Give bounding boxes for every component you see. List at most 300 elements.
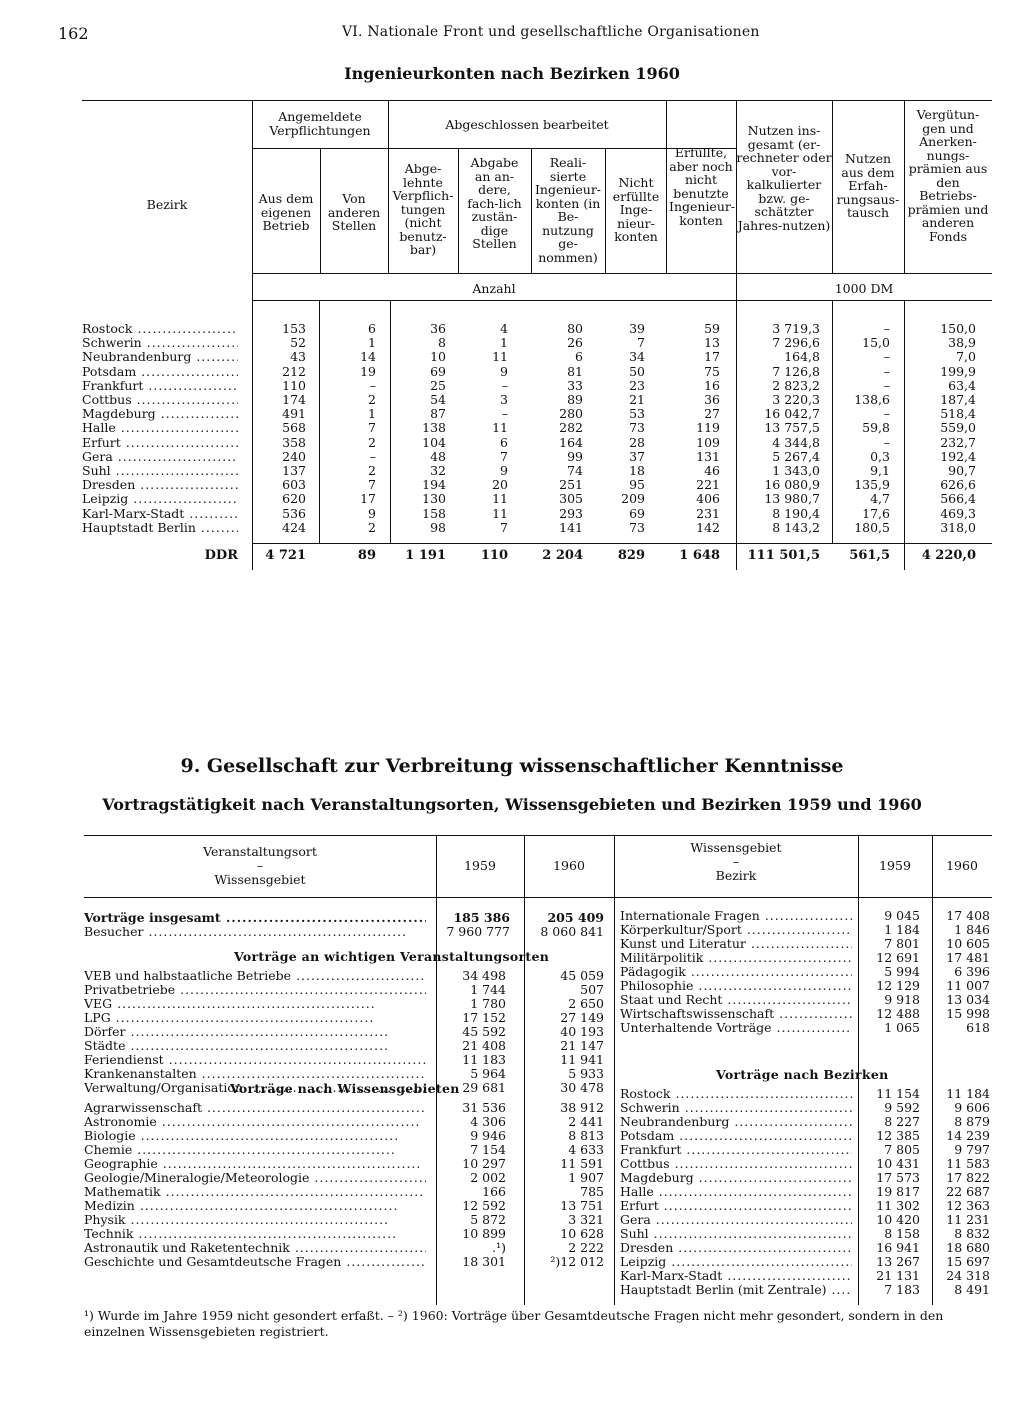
total-cell: 1 191 [405, 548, 446, 563]
table-cell: 73 [629, 420, 645, 436]
value-1959: 5 994 [884, 964, 920, 979]
value-1960: 8 813 [568, 1128, 604, 1143]
table-cell: 603 [282, 477, 306, 493]
value-1960: 2 222 [568, 1240, 604, 1255]
row-label: Städte ..... [84, 1039, 426, 1053]
list-item [84, 909, 992, 923]
value-1959: 10 297 [462, 1156, 506, 1171]
table-cell: 27 [704, 406, 720, 422]
table-cell: 18 [629, 463, 645, 478]
table-cell: 212 [282, 363, 306, 379]
header-nutzen-gesamt: Nutzen ins-gesamt (er-rechneter oder vor-kalkulierter bzw. ge-schätzter Jahres-nutzen) [736, 123, 832, 233]
row-label: Magdeburg ..... [620, 1171, 852, 1185]
row-label: Gera ..... [82, 450, 238, 464]
value-1960: 11 583 [946, 1156, 990, 1171]
table-cell: – [883, 406, 890, 422]
value-1960: 4 633 [568, 1142, 604, 1157]
value-1959: 9 946 [470, 1128, 506, 1143]
row-label: Hauptstadt Berlin ..... [82, 521, 238, 535]
total-cell: 111 501,5 [747, 548, 820, 563]
table-row [82, 322, 992, 336]
table-cell: 17 [360, 491, 376, 507]
row-label: Philosophie ..... [620, 979, 852, 993]
table-cell: – [501, 377, 508, 393]
value-1959: 45 592 [462, 1024, 506, 1039]
table-row [82, 336, 992, 350]
list-item [84, 937, 992, 951]
table-row [82, 478, 992, 492]
table-cell: 54 [430, 392, 446, 407]
value-1959: 12 691 [876, 950, 920, 965]
value-1960: 17 822 [946, 1170, 990, 1185]
value-1960: 6 396 [954, 964, 990, 979]
table-cell: 1 343,0 [772, 463, 820, 478]
year-1960-left: 1960 [553, 858, 585, 873]
row-label: Leipzig ..... [82, 492, 238, 506]
table-cell: 9 [500, 363, 508, 379]
table-cell: 10 [430, 349, 446, 365]
list-item [84, 1007, 992, 1021]
table-cell: 180,5 [854, 519, 890, 535]
table-vortragstaetigkeit [84, 835, 992, 1305]
table-cell: 142 [696, 519, 720, 535]
list-item [84, 1039, 992, 1053]
table-cell: 2 [368, 463, 376, 478]
table-cell: 199,9 [940, 363, 976, 379]
value-1959: 1 780 [470, 996, 506, 1011]
table-cell: 2 [368, 392, 376, 407]
right-head-dash: – [732, 854, 740, 869]
left-head-ort: Veranstaltungsort [203, 844, 317, 859]
table-cell: 69 [430, 363, 446, 379]
table-cell: 13 [704, 335, 720, 351]
value-1959: 11 302 [876, 1198, 920, 1213]
table-cell: 491 [282, 406, 306, 422]
table-cell: 406 [696, 491, 720, 507]
table-cell: 221 [696, 477, 720, 493]
table-cell: 358 [282, 434, 306, 450]
value-1960: 14 239 [946, 1128, 990, 1143]
table-cell: 119 [696, 420, 720, 436]
value-1960: 9 797 [954, 1142, 990, 1157]
row-label: Verwaltung/Organisation ..... [84, 1081, 426, 1095]
header-abgelehnt: Abge-lehnte Verpflich-tungen (nicht benutz-bar) [392, 161, 454, 257]
row-label: Chemie ..... [84, 1143, 426, 1157]
value-1960: 8 491 [954, 1282, 990, 1297]
table-cell: 80 [567, 321, 583, 336]
value-1959: 12 129 [876, 978, 920, 993]
row-label: Besucher ..... [84, 925, 426, 939]
table-cell: 33 [567, 377, 583, 393]
row-label: Geologie/Mineralogie/Meteorologie ..... [84, 1171, 426, 1185]
total-cell: 561,5 [849, 548, 890, 563]
table-cell: 2 [368, 519, 376, 535]
table-cell: 15,0 [862, 335, 890, 351]
row-label: Halle ..... [82, 421, 238, 435]
list-item [84, 951, 992, 965]
table-cell: 6 [500, 434, 508, 450]
value-1959: 8 158 [884, 1226, 920, 1241]
row-label: Feriendienst ..... [84, 1053, 426, 1067]
row-label: Medizin ..... [84, 1199, 426, 1213]
table-cell: 2 [368, 434, 376, 450]
value-1960: 17 408 [946, 908, 990, 923]
table-cell: 150,0 [940, 321, 976, 336]
value-1960: 9 606 [954, 1100, 990, 1115]
table-cell: 48 [430, 448, 446, 464]
table-cell: 11 [492, 505, 508, 521]
list-item [84, 1255, 992, 1269]
table-cell: 8 143,2 [772, 519, 820, 535]
total-cell: 110 [480, 548, 508, 563]
table-cell: 4,7 [870, 491, 890, 507]
left-head-gebiet: Wissensgebiet [214, 872, 306, 887]
header-andere: Von anderen Stellen [327, 191, 381, 233]
table-cell: 25 [430, 377, 446, 393]
value-1959: 18 301 [462, 1254, 506, 1269]
table-row [82, 492, 992, 506]
table-cell: 232,7 [940, 434, 976, 450]
row-label: Rostock ..... [82, 322, 238, 336]
table-cell: 209 [621, 491, 645, 507]
table-cell: 137 [282, 463, 306, 478]
value-1959: 11 183 [462, 1052, 506, 1067]
table-cell: 16 [704, 377, 720, 393]
table-cell: – [501, 406, 508, 422]
table-cell: 251 [559, 477, 583, 493]
value-1959: 13 267 [876, 1254, 920, 1269]
table-row [82, 464, 992, 478]
table-cell: 2 823,2 [772, 377, 820, 393]
table-cell: 14 [360, 349, 376, 365]
value-1960: 785 [580, 1184, 604, 1199]
header-angemeldet: Angemeldete Verpflichtungen [269, 109, 371, 138]
value-1959: 19 817 [876, 1184, 920, 1199]
table-cell: 231 [696, 505, 720, 521]
table-cell: 20 [492, 477, 508, 493]
table-cell: 7 [368, 420, 376, 436]
row-label: LPG ..... [84, 1011, 426, 1025]
list-item [84, 965, 992, 979]
list-item [84, 1129, 992, 1143]
value-1959: 12 592 [462, 1198, 506, 1213]
row-label: Suhl ..... [620, 1227, 852, 1241]
list-item [84, 1053, 992, 1067]
row-label: VEG ..... [84, 997, 426, 1011]
table-cell: 75 [704, 363, 720, 379]
year-1960-right: 1960 [946, 858, 978, 873]
table-cell: – [883, 363, 890, 379]
table-cell: 28 [629, 434, 645, 450]
table-cell: 6 [368, 321, 376, 336]
total-cell: 89 [357, 548, 376, 563]
table-cell: 8 [438, 335, 446, 351]
value-1960: 27 149 [560, 1010, 604, 1025]
value-1959: 12 488 [876, 1006, 920, 1021]
value-1960: 205 409 [547, 910, 604, 925]
value-1959: 2 002 [470, 1170, 506, 1185]
table-cell: 1 [368, 406, 376, 422]
table-cell: 95 [629, 477, 645, 493]
table-cell: 46 [704, 463, 720, 478]
row-label: Magdeburg ..... [82, 407, 238, 421]
table-cell: 16 080,9 [764, 477, 820, 493]
table-cell: 7 [500, 519, 508, 535]
row-label: Militärpolitik ..... [620, 951, 852, 965]
row-label: Internationale Fragen ..... [620, 909, 852, 923]
row-label: Körperkultur/Sport ..... [620, 923, 852, 937]
year-1959-left: 1959 [464, 858, 496, 873]
table-cell: 13 757,5 [764, 420, 820, 436]
row-label: Geschichte und Gesamtdeutsche Fragen ..... [84, 1255, 426, 1269]
table-cell: 3 [500, 392, 508, 407]
value-1960: 2 650 [568, 996, 604, 1011]
table-cell: 37 [629, 448, 645, 464]
row-label: Unterhaltende Vorträge ..... [620, 1021, 852, 1035]
value-1959: 17 573 [876, 1170, 920, 1185]
table-cell: – [883, 321, 890, 336]
value-1959: .¹) [492, 1240, 506, 1255]
table-cell: 240 [282, 448, 306, 464]
footnote: ¹) Wurde im Jahre 1959 nicht gesondert erfaßt. – ²) 1960: Vorträge über Gesamtdeutsche Fragen nicht mehr gesondert, sondern in den einzelnen Wissensgebieten registriert. [84, 1308, 944, 1339]
value-1959: 166 [482, 1184, 506, 1199]
table-cell: 130 [422, 491, 446, 507]
table-cell: 36 [704, 392, 720, 407]
row-label: Schwerin ..... [82, 336, 238, 350]
row-label: Vorträge insgesamt ..... [84, 911, 426, 925]
value-1960: 13 034 [946, 992, 990, 1007]
header-abgeschlossen: Abgeschlossen bearbeitet [445, 117, 609, 132]
table-cell: 518,4 [940, 406, 976, 422]
list-item [84, 1157, 992, 1171]
row-label: Halle ..... [620, 1185, 852, 1199]
row-label: Rostock ..... [620, 1087, 852, 1101]
value-1959: 16 941 [876, 1240, 920, 1255]
total-cell: 4 721 [265, 548, 306, 563]
header-nutzen-erfahrung: Nutzen aus dem Erfah-rungsaus-tausch [836, 151, 900, 220]
total-label: DDR [204, 548, 238, 563]
table-cell: 8 190,4 [772, 505, 820, 521]
table-cell: 21 [629, 392, 645, 407]
year-1959-right: 1959 [879, 858, 911, 873]
table-cell: 566,4 [940, 491, 976, 507]
value-1960: 8 879 [954, 1114, 990, 1129]
table-cell: 282 [559, 420, 583, 436]
table-cell: 9 [500, 463, 508, 478]
row-label: Technik ..... [84, 1227, 426, 1241]
table-cell: 1 [500, 335, 508, 351]
table-cell: 23 [629, 377, 645, 393]
value-1959: 9 592 [884, 1100, 920, 1115]
value-1959: 185 386 [453, 910, 510, 925]
value-1960: 40 193 [560, 1024, 604, 1039]
table-cell: 16 042,7 [764, 406, 820, 422]
table-cell: 293 [559, 505, 583, 521]
row-label: Potsdam ..... [82, 365, 238, 379]
table-cell: 187,4 [940, 392, 976, 407]
list-item [84, 1241, 992, 1255]
list-item [84, 1185, 992, 1199]
table-cell: 192,4 [940, 448, 976, 464]
value-1959: 10 899 [462, 1226, 506, 1241]
table-cell: 469,3 [940, 505, 976, 521]
table-cell: 626,6 [940, 477, 976, 493]
table-cell: – [883, 349, 890, 365]
table-cell: 99 [567, 448, 583, 464]
row-label: Leipzig ..... [620, 1255, 852, 1269]
table-cell: 17 [704, 349, 720, 365]
row-label: Frankfurt ..... [620, 1143, 852, 1157]
table-ingenieurkonten [82, 100, 992, 570]
table-cell: 19 [360, 363, 376, 379]
table-cell: 3 719,3 [772, 321, 820, 336]
value-1959: 7 805 [884, 1142, 920, 1157]
table-cell: 59 [704, 321, 720, 336]
row-label: Privatbetriebe ..... [84, 983, 426, 997]
right-head-bezirk: Bezirk [715, 868, 757, 883]
list-item [84, 1087, 992, 1101]
header-nicht-erfuellt: Nicht erfüllte Inge-nieur-konten [612, 175, 660, 244]
row-label: Karl-Marx-Stadt ..... [82, 507, 238, 521]
value-1960: 30 478 [560, 1080, 604, 1095]
table-cell: 559,0 [940, 420, 976, 436]
row-label: Neubrandenburg ..... [82, 350, 238, 364]
table-cell: 7 [500, 448, 508, 464]
right-head-gebiet: Wissensgebiet [690, 840, 782, 855]
table-row [82, 436, 992, 450]
table-row [82, 407, 992, 421]
table-cell: 131 [696, 448, 720, 464]
value-1960: 15 697 [946, 1254, 990, 1269]
list-item [84, 1283, 992, 1297]
table-cell: 174 [282, 392, 306, 407]
table-cell: 7,0 [956, 349, 976, 365]
total-cell: 1 648 [679, 548, 720, 563]
table-row [82, 421, 992, 435]
table-cell: 164,8 [784, 349, 820, 365]
value-1959: 4 306 [470, 1114, 506, 1129]
table-cell: 53 [629, 406, 645, 422]
table-cell: 536 [282, 505, 306, 521]
table-cell: 73 [629, 519, 645, 535]
row-label: Hauptstadt Berlin (mit Zentrale) ..... [620, 1283, 852, 1297]
row-label: Erfurt ..... [620, 1199, 852, 1213]
value-1960: 45 059 [560, 968, 604, 983]
value-1960: 1 907 [568, 1170, 604, 1185]
table-cell: 50 [629, 363, 645, 379]
table-cell: 63,4 [948, 377, 976, 393]
table-cell: 11 [492, 349, 508, 365]
list-item [84, 1021, 992, 1035]
value-1960: 8 060 841 [540, 924, 604, 939]
value-1960: 10 628 [560, 1226, 604, 1241]
table-cell: 81 [567, 363, 583, 379]
table-cell: 135,9 [854, 477, 890, 493]
value-1959: 1 065 [884, 1020, 920, 1035]
row-label: Gera ..... [620, 1213, 852, 1227]
section-bezirke: Vorträge nach Bezirken [716, 1067, 889, 1082]
stub-header: Bezirk [146, 197, 188, 212]
table-cell: 158 [422, 505, 446, 521]
list-item [84, 1101, 992, 1115]
total-cell: 829 [617, 548, 645, 563]
value-1959: 8 227 [884, 1114, 920, 1129]
table-cell: 5 267,4 [772, 448, 820, 464]
row-label: Schwerin ..... [620, 1101, 852, 1115]
table-cell: 138 [422, 420, 446, 436]
value-1960: 21 147 [560, 1038, 604, 1053]
table-cell: 104 [422, 434, 446, 450]
value-1959: 5 872 [470, 1212, 506, 1227]
table-cell: 138,6 [854, 392, 890, 407]
table-cell: 109 [696, 434, 720, 450]
table-cell: 43 [290, 349, 306, 365]
unit-1000dm: 1000 DM [834, 281, 894, 296]
table-cell: 39 [629, 321, 645, 336]
section-gebiete: Vorträge nach Wissensgebieten [230, 1081, 460, 1096]
value-1960: 11 231 [946, 1212, 990, 1227]
table-cell: 38,9 [948, 335, 976, 351]
total-cell: 2 204 [542, 548, 583, 563]
value-1960: 11 184 [946, 1086, 990, 1101]
table-row [82, 365, 992, 379]
value-1960: 11 591 [560, 1156, 604, 1171]
row-label: Neubrandenburg ..... [620, 1115, 852, 1129]
value-1959: 21 408 [462, 1038, 506, 1053]
table-cell: 424 [282, 519, 306, 535]
table-cell: 1 [368, 335, 376, 351]
table-cell: 110 [282, 377, 306, 393]
table-row [82, 350, 992, 364]
row-label: Karl-Marx-Stadt ..... [620, 1269, 852, 1283]
table-row [82, 450, 992, 464]
table-cell: 153 [282, 321, 306, 336]
value-1960: 18 680 [946, 1240, 990, 1255]
value-1959: 10 431 [876, 1156, 920, 1171]
row-label: Wirtschaftswissenschaft ..... [620, 1007, 852, 1021]
row-label: Agrarwissenschaft ..... [84, 1101, 426, 1115]
list-item [84, 1199, 992, 1213]
value-1960: 507 [580, 982, 604, 997]
table1-title: Ingenieurkonten nach Bezirken 1960 [344, 64, 680, 83]
table-cell: – [369, 448, 376, 464]
value-1960: 17 481 [946, 950, 990, 965]
value-1959: 7 801 [884, 936, 920, 951]
table-cell: 9,1 [870, 463, 890, 478]
row-label: Cottbus ..... [82, 393, 238, 407]
row-label: Geographie ..... [84, 1157, 426, 1171]
table-cell: 7 [637, 335, 645, 351]
value-1959: 1 184 [884, 922, 920, 937]
value-1960: 15 998 [946, 1006, 990, 1021]
row-label: Staat und Recht ..... [620, 993, 852, 1007]
row-label: Mathematik ..... [84, 1185, 426, 1199]
value-1959: 31 536 [462, 1100, 506, 1115]
row-label: Physik ..... [84, 1213, 426, 1227]
table-cell: 7 296,6 [772, 335, 820, 351]
table-cell: 9 [368, 505, 376, 521]
value-1959: 9 918 [884, 992, 920, 1007]
header-verguetung: Vergütun-gen und Anerken-nungs-prämien aus den Betriebs-prämien und anderen Fonds [907, 107, 989, 244]
header-eigen: Aus dem eigenen Betrieb [258, 191, 314, 233]
table-cell: 36 [430, 321, 446, 336]
section-title: 9. Gesellschaft zur Verbreitung wissenschaftlicher Kenntnisse [180, 755, 844, 777]
table-cell: 7 126,8 [772, 363, 820, 379]
table-cell: 74 [567, 463, 583, 478]
list-item [84, 993, 992, 1007]
row-label: Suhl ..... [82, 464, 238, 478]
table-cell: 69 [629, 505, 645, 521]
